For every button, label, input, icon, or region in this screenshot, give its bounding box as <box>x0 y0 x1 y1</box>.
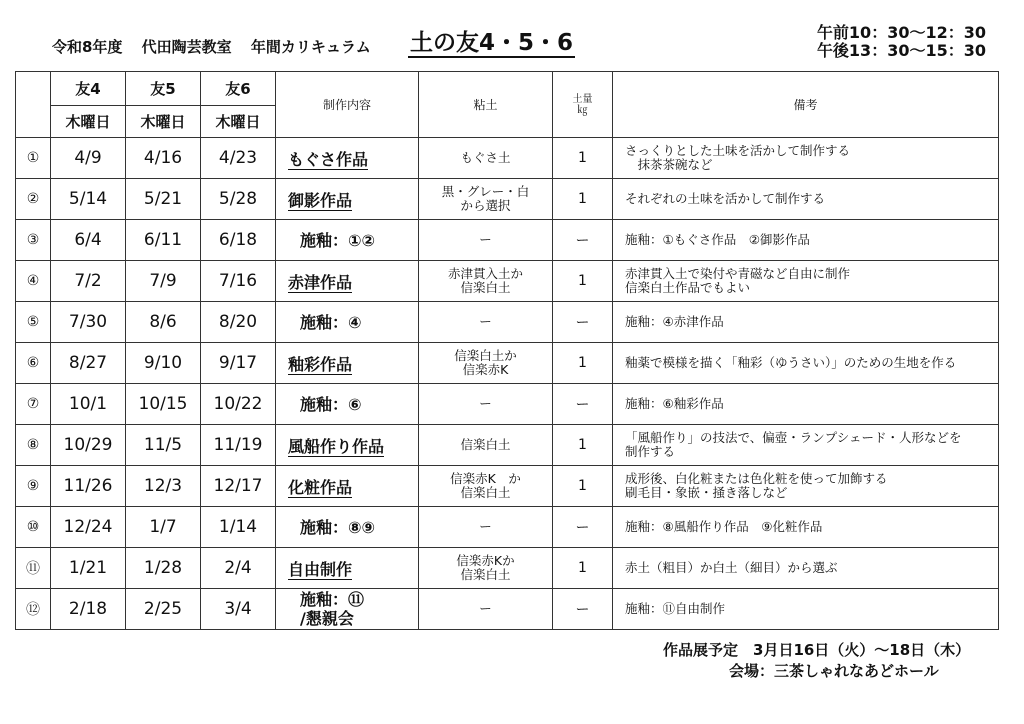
time-pm: 午後13：30～15：30 <box>816 41 986 60</box>
row-number: ⑫ <box>16 589 51 630</box>
clay-amount: ー <box>553 507 613 548</box>
notes-cell: 施釉：⑧風船作り作品 ⑨化粧作品 <box>613 507 999 548</box>
production-content-text: 施釉：⑥ <box>300 394 362 414</box>
clay-type: 信楽赤Kか 信楽白土 <box>419 548 553 589</box>
production-content <box>276 466 419 507</box>
date-class4: 11/26 <box>51 466 126 507</box>
day4-header: 木曜日 <box>51 106 126 138</box>
day6-header: 木曜日 <box>201 106 276 138</box>
clay-type: 信楽赤K か 信楽白土 <box>419 466 553 507</box>
row-number: ⑨ <box>16 466 51 507</box>
clay-type: 黒・グレー・白 から選択 <box>419 179 553 220</box>
date-class5: 7/9 <box>126 261 201 302</box>
clay-type: もぐさ土 <box>419 138 553 179</box>
date-class4: 7/30 <box>51 302 126 343</box>
date-class4: 4/9 <box>51 138 126 179</box>
production-content-text: 御影作品 <box>288 190 353 210</box>
clay-amount: 1 <box>553 548 613 589</box>
exhibition-venue: 会場：三茶しゃれなあどホール <box>729 662 939 680</box>
class-times <box>817 24 986 60</box>
production-content-text: 風船作り作品 <box>288 436 385 456</box>
clay-type: 信楽白土 <box>419 425 553 466</box>
date-class6: 8/20 <box>201 302 276 343</box>
row-number: ⑥ <box>16 343 51 384</box>
date-class6: 4/23 <box>201 138 276 179</box>
table-row <box>16 138 999 179</box>
date-class4: 8/27 <box>51 343 126 384</box>
clay-amount: ー <box>553 384 613 425</box>
production-content <box>276 261 419 302</box>
header-line <box>52 36 371 57</box>
time-am: 午前10：30～12：30 <box>816 23 986 42</box>
row-number: ① <box>16 138 51 179</box>
notes-cell: 施釉：⑪自由制作 <box>613 589 999 630</box>
clay-amount: 1 <box>553 466 613 507</box>
clay-type: ー <box>419 302 553 343</box>
row-number: ⑧ <box>16 425 51 466</box>
date-class5: 10/15 <box>126 384 201 425</box>
production-content <box>276 589 419 630</box>
clay-amount-header <box>553 72 613 138</box>
date-class5: 8/6 <box>126 302 201 343</box>
date-class5: 12/3 <box>126 466 201 507</box>
table-row <box>16 261 999 302</box>
table-row <box>16 466 999 507</box>
row-number: ③ <box>16 220 51 261</box>
exhibition-schedule: 作品展予定 3月日16日（火）～18日（木） <box>663 641 971 659</box>
clay-amount: 1 <box>553 179 613 220</box>
day5-header: 木曜日 <box>126 106 201 138</box>
row-number: ⑩ <box>16 507 51 548</box>
table-row <box>16 589 999 630</box>
clay-amount-label: 土量 <box>572 93 593 105</box>
clay-type: ー <box>419 507 553 548</box>
clay-amount-unit: ㎏ <box>577 104 588 116</box>
date-class6: 3/4 <box>201 589 276 630</box>
date-class6: 12/17 <box>201 466 276 507</box>
page-title: 土の友4・5・6 <box>410 30 574 56</box>
notes-cell: さっくりとした土味を活かして制作する 抹茶茶碗など <box>613 138 999 179</box>
class6-header: 友6 <box>201 72 276 106</box>
notes-cell: 釉薬で模様を描く「釉彩（ゆうさい）」のための生地を作る <box>613 343 999 384</box>
production-content-text: もぐさ作品 <box>288 149 369 169</box>
production-content-text: 赤津作品 <box>288 272 353 292</box>
table-row <box>16 425 999 466</box>
date-class5: 1/28 <box>126 548 201 589</box>
clay-amount: ー <box>553 220 613 261</box>
date-class6: 5/28 <box>201 179 276 220</box>
date-class6: 6/18 <box>201 220 276 261</box>
production-content <box>276 507 419 548</box>
clay-type: ー <box>419 384 553 425</box>
content-header: 制作内容 <box>276 72 419 138</box>
date-class5: 5/21 <box>126 179 201 220</box>
clay-amount: ー <box>553 589 613 630</box>
production-content-text: 化粧作品 <box>288 477 353 497</box>
date-class6: 11/19 <box>201 425 276 466</box>
clay-amount: 1 <box>553 138 613 179</box>
clay-amount: 1 <box>553 425 613 466</box>
table-row <box>16 343 999 384</box>
table-row <box>16 548 999 589</box>
row-number: ⑦ <box>16 384 51 425</box>
notes-cell: 施釉：①もぐさ作品 ②御影作品 <box>613 220 999 261</box>
date-class6: 1/14 <box>201 507 276 548</box>
date-class6: 2/4 <box>201 548 276 589</box>
production-content <box>276 302 419 343</box>
clay-amount: 1 <box>553 343 613 384</box>
production-content <box>276 179 419 220</box>
date-class6: 10/22 <box>201 384 276 425</box>
production-content <box>276 138 419 179</box>
notes-cell: 成形後、白化粧または色化粧を使って加飾する 刷毛目・象嵌・掻き落しなど <box>613 466 999 507</box>
production-content <box>276 220 419 261</box>
date-class5: 1/7 <box>126 507 201 548</box>
class4-header: 友4 <box>51 72 126 106</box>
table-row <box>16 302 999 343</box>
clay-amount: ー <box>553 302 613 343</box>
curriculum-table <box>15 71 999 630</box>
production-content-text: 施釉：④ <box>300 312 362 332</box>
clay-header: 粘土 <box>419 72 553 138</box>
production-content-text: 施釉：⑧⑨ <box>300 517 376 537</box>
table-row <box>16 220 999 261</box>
production-content <box>276 343 419 384</box>
table-row <box>16 384 999 425</box>
notes-cell: 赤土（粗目）か白土（細目）から選ぶ <box>613 548 999 589</box>
date-class4: 7/2 <box>51 261 126 302</box>
curriculum-label: 年間カリキュラム <box>250 38 371 56</box>
clay-type: ー <box>419 589 553 630</box>
table-row <box>16 179 999 220</box>
date-class5: 11/5 <box>126 425 201 466</box>
date-class4: 6/4 <box>51 220 126 261</box>
date-class5: 2/25 <box>126 589 201 630</box>
clay-amount: 1 <box>553 261 613 302</box>
date-class4: 2/18 <box>51 589 126 630</box>
notes-cell: 赤津貫入土で染付や青磁など自由に制作 信楽白土作品でもよい <box>613 261 999 302</box>
production-content-text: 施釉：⑪ /懇親会 <box>300 590 365 628</box>
date-class5: 9/10 <box>126 343 201 384</box>
class5-header: 友5 <box>126 72 201 106</box>
school-name: 代田陶芸教室 <box>141 38 232 56</box>
row-number: ② <box>16 179 51 220</box>
production-content <box>276 425 419 466</box>
notes-header: 備考 <box>613 72 999 138</box>
clay-type: 赤津貫入土か 信楽白土 <box>419 261 553 302</box>
date-class4: 12/24 <box>51 507 126 548</box>
clay-type: 信楽白土か 信楽赤K <box>419 343 553 384</box>
date-class5: 4/16 <box>126 138 201 179</box>
clay-type: ー <box>419 220 553 261</box>
num-header <box>16 72 51 138</box>
notes-cell: 施釉：⑥釉彩作品 <box>613 384 999 425</box>
date-class4: 10/1 <box>51 384 126 425</box>
row-number: ⑤ <box>16 302 51 343</box>
production-content-text: 自由制作 <box>288 559 353 579</box>
fiscal-year: 令和8年度 <box>52 38 123 56</box>
date-class4: 10/29 <box>51 425 126 466</box>
notes-cell: それぞれの土味を活かして制作する <box>613 179 999 220</box>
date-class4: 1/21 <box>51 548 126 589</box>
notes-cell: 施釉：④赤津作品 <box>613 302 999 343</box>
production-content <box>276 548 419 589</box>
production-content-text: 釉彩作品 <box>288 354 353 374</box>
row-number: ⑪ <box>16 548 51 589</box>
date-class6: 9/17 <box>201 343 276 384</box>
date-class6: 7/16 <box>201 261 276 302</box>
production-content-text: 施釉：①② <box>300 230 376 250</box>
date-class5: 6/11 <box>126 220 201 261</box>
table-row <box>16 507 999 548</box>
production-content <box>276 384 419 425</box>
date-class4: 5/14 <box>51 179 126 220</box>
notes-cell: 「風船作り」の技法で、偏壺・ランプシェード・人形などを 制作する <box>613 425 999 466</box>
footer <box>663 640 970 682</box>
row-number: ④ <box>16 261 51 302</box>
